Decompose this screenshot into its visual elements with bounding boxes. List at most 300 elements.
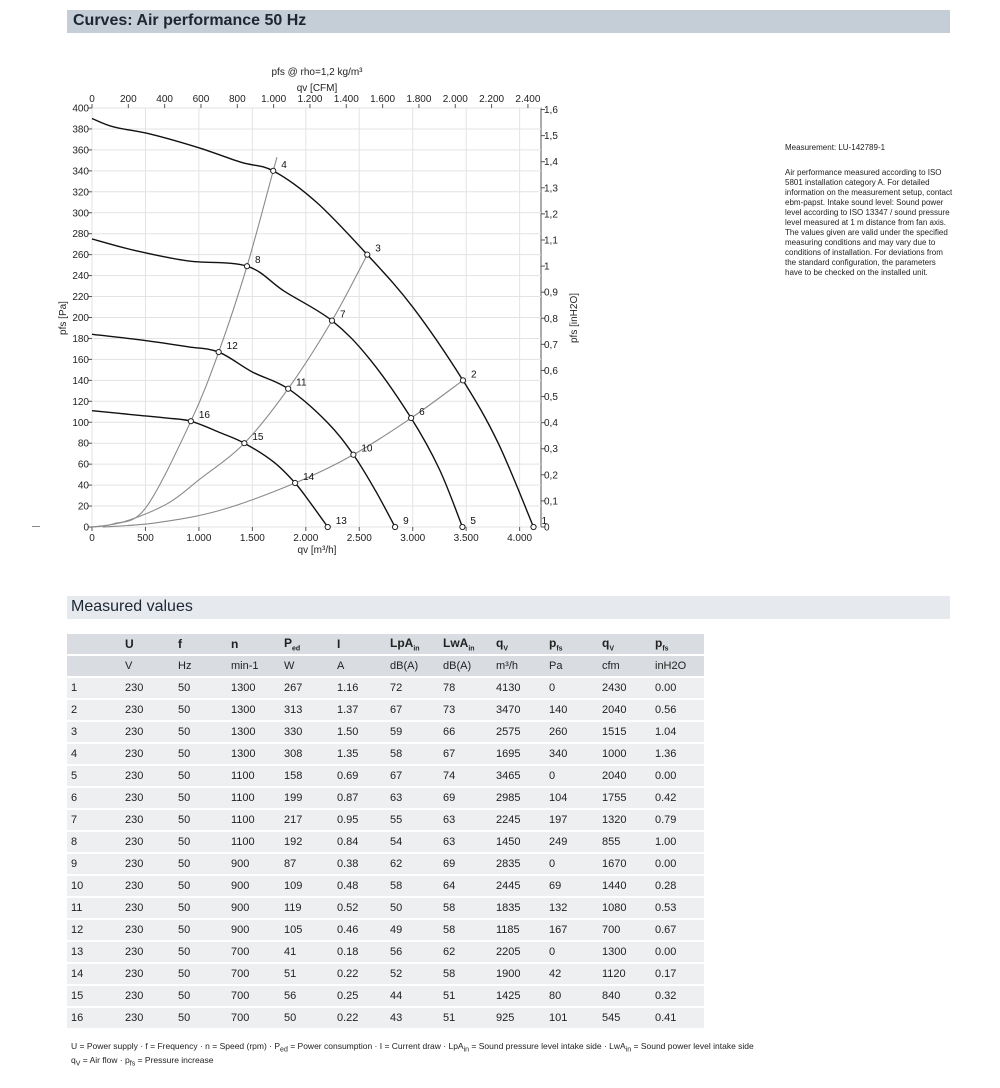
table-cell: 50 xyxy=(174,744,227,764)
table-unit-cell: dB(A) xyxy=(439,656,492,676)
y-tick-label: 120 xyxy=(72,396,89,408)
x-tick-label: 1.500 xyxy=(239,533,265,544)
table-cell: 51 xyxy=(280,964,333,984)
table-cell: 2040 xyxy=(598,766,651,786)
table-row xyxy=(67,832,704,852)
x-tick-label: 2.500 xyxy=(346,533,372,544)
table-cell: 101 xyxy=(545,1008,598,1028)
table-cell: 1100 xyxy=(227,832,280,852)
table-cell: 5 xyxy=(67,766,121,786)
table-cell: 54 xyxy=(386,832,439,852)
table-cell: 14 xyxy=(67,964,121,984)
table-cell: 249 xyxy=(545,832,598,852)
table-cell: 119 xyxy=(280,898,333,918)
table-cell: 9 xyxy=(67,854,121,874)
y2-tick-label: 0,7 xyxy=(544,339,558,351)
table-row xyxy=(67,722,704,742)
table-header-cell: f xyxy=(174,634,227,654)
table-cell: 0.17 xyxy=(651,964,704,984)
table-header-cell: n xyxy=(227,634,280,654)
table-cell: 0.79 xyxy=(651,810,704,830)
header-cell-index xyxy=(67,634,121,654)
table-cell: 1.37 xyxy=(333,700,386,720)
y-tick-label: 300 xyxy=(72,208,89,220)
y-tick-label: 240 xyxy=(72,271,89,283)
x2-tick-label: 1.800 xyxy=(406,94,432,105)
table-cell: 51 xyxy=(439,1008,492,1028)
table-cell: 0.00 xyxy=(651,766,704,786)
table-cell: 192 xyxy=(280,832,333,852)
table-cell: 16 xyxy=(67,1008,121,1028)
x-tick-label: 4.000 xyxy=(507,533,533,544)
operating-point-label: 6 xyxy=(419,407,425,419)
table-cell: 230 xyxy=(121,810,174,830)
table-cell: 1515 xyxy=(598,722,651,742)
table-cell: 900 xyxy=(227,876,280,896)
table-cell: 217 xyxy=(280,810,333,830)
x2-tick-label: 400 xyxy=(156,94,173,105)
table-unit-cell: Pa xyxy=(545,656,598,676)
table-cell: 55 xyxy=(386,810,439,830)
table-row xyxy=(67,678,704,698)
y2-tick-label: 0,3 xyxy=(544,444,558,456)
y-tick-label: 280 xyxy=(72,229,89,241)
table-cell: 199 xyxy=(280,788,333,808)
table-cell: 545 xyxy=(598,1008,651,1028)
table-row xyxy=(67,942,704,962)
table-cell: 230 xyxy=(121,788,174,808)
table-cell: 41 xyxy=(280,942,333,962)
table-header-cell: $p_{fs}$ xyxy=(545,634,598,654)
table-cell: 700 xyxy=(227,1008,280,1028)
table-header-cell: LwA$_{in}$ xyxy=(439,634,492,654)
y2-tick-label: 0,2 xyxy=(544,470,558,482)
table-cell: 15 xyxy=(67,986,121,1006)
table-cell: 0.18 xyxy=(333,942,386,962)
table-cell: 0.00 xyxy=(651,854,704,874)
operating-point-marker xyxy=(351,452,356,457)
y-tick-label: 320 xyxy=(72,187,89,199)
table-cell: 0.42 xyxy=(651,788,704,808)
operating-point-marker xyxy=(365,252,370,257)
table-cell: 50 xyxy=(174,678,227,698)
table-cell: 0.52 xyxy=(333,898,386,918)
table-cell: 0.41 xyxy=(651,1008,704,1028)
table-cell: 50 xyxy=(174,1008,227,1028)
y2-tick-label: 0,5 xyxy=(544,392,558,404)
system-curve-line xyxy=(92,255,367,527)
y2-tick-label: 1,1 xyxy=(544,235,558,247)
table-cell: 56 xyxy=(280,986,333,1006)
operating-point-marker xyxy=(531,524,536,529)
table-cell: 230 xyxy=(121,744,174,764)
operating-point-label: 5 xyxy=(470,516,476,527)
table-cell: 105 xyxy=(280,920,333,940)
table-header-cell: $q_V$ xyxy=(598,634,651,654)
table-cell: 1.00 xyxy=(651,832,704,852)
table-cell: 1300 xyxy=(227,744,280,764)
table-cell: 50 xyxy=(174,832,227,852)
table-cell: 1300 xyxy=(227,678,280,698)
table-cell: 313 xyxy=(280,700,333,720)
y-tick-label: 160 xyxy=(72,354,89,366)
table-row xyxy=(67,898,704,918)
y2-tick-label: 1,3 xyxy=(544,183,558,195)
operating-point-marker xyxy=(271,168,276,173)
table-cell: 230 xyxy=(121,942,174,962)
y-tick-label: 60 xyxy=(77,459,89,471)
table-cell: 50 xyxy=(174,722,227,742)
table-cell: 3470 xyxy=(492,700,545,720)
units-cell-index xyxy=(67,656,121,676)
table-cell: 62 xyxy=(386,854,439,874)
table-cell: 1300 xyxy=(227,700,280,720)
y-tick-label: 40 xyxy=(77,480,89,492)
operating-point-label: 8 xyxy=(255,255,261,267)
table-unit-cell: inH2O xyxy=(651,656,704,676)
x-tick-label: 1.000 xyxy=(186,533,212,544)
table-cell: 1450 xyxy=(492,832,545,852)
table-row xyxy=(67,700,704,720)
table-cell: 0.28 xyxy=(651,876,704,896)
table-header-cell: U xyxy=(121,634,174,654)
table-header-cell: $q_V$ xyxy=(492,634,545,654)
table-cell: 50 xyxy=(174,700,227,720)
table-cell: 230 xyxy=(121,986,174,1006)
operating-point-label: 12 xyxy=(226,341,238,353)
x2-tick-label: 1.400 xyxy=(333,94,359,105)
table-cell: 50 xyxy=(174,964,227,984)
y2-tick-label: 0,4 xyxy=(544,418,558,430)
table-cell: 0.56 xyxy=(651,700,704,720)
table-row xyxy=(67,876,704,896)
measured-section-title: Measured values xyxy=(71,598,193,615)
table-cell: 2245 xyxy=(492,810,545,830)
table-cell: 42 xyxy=(545,964,598,984)
table-cell: 50 xyxy=(280,1008,333,1028)
operating-point-label: 2 xyxy=(470,369,477,381)
table-cell: 59 xyxy=(386,722,439,742)
operating-point-label: 4 xyxy=(281,159,287,171)
table-cell: 104 xyxy=(545,788,598,808)
table-cell: 700 xyxy=(598,920,651,940)
measured-section-header xyxy=(67,596,950,619)
system-curve-line xyxy=(103,377,463,527)
table-cell: 50 xyxy=(174,766,227,786)
table-cell: 11 xyxy=(67,898,121,918)
operating-point-label: 14 xyxy=(303,472,315,484)
table-cell: 158 xyxy=(280,766,333,786)
fan-curve-line xyxy=(92,411,328,527)
table-header-cell: I xyxy=(333,634,386,654)
table-cell: 230 xyxy=(121,964,174,984)
operating-point-marker xyxy=(188,419,193,424)
curves-section-title: Curves: Air performance 50 Hz xyxy=(73,12,307,29)
y-tick-label: 220 xyxy=(72,292,89,304)
table-cell: 1425 xyxy=(492,986,545,1006)
table-cell: 58 xyxy=(386,744,439,764)
table-cell: 1100 xyxy=(227,766,280,786)
table-cell: 230 xyxy=(121,766,174,786)
table-cell: 50 xyxy=(174,854,227,874)
y2-tick-label: 1,2 xyxy=(544,209,558,221)
table-cell: 12 xyxy=(67,920,121,940)
table-cell: 67 xyxy=(439,744,492,764)
table-cell: 260 xyxy=(545,722,598,742)
table-cell: 50 xyxy=(174,986,227,1006)
table-row xyxy=(67,854,704,874)
table-cell: 1755 xyxy=(598,788,651,808)
table-cell: 4 xyxy=(67,744,121,764)
table-cell: 1.16 xyxy=(333,678,386,698)
table-cell: 3465 xyxy=(492,766,545,786)
x2-tick-label: 1.600 xyxy=(370,94,396,105)
measured-values-table xyxy=(67,632,704,1030)
table-row xyxy=(67,964,704,984)
table-cell: 50 xyxy=(174,876,227,896)
table-cell: 925 xyxy=(492,1008,545,1028)
table-cell: 0.25 xyxy=(333,986,386,1006)
table-cell: 56 xyxy=(386,942,439,962)
table-cell: 1120 xyxy=(598,964,651,984)
table-cell: 0 xyxy=(545,942,598,962)
table-cell: 49 xyxy=(386,920,439,940)
table-row xyxy=(67,1008,704,1028)
table-cell: 1835 xyxy=(492,898,545,918)
table-cell: 0 xyxy=(545,854,598,874)
table-cell: 1695 xyxy=(492,744,545,764)
chart-y-label: pfs [Pa] xyxy=(58,301,69,335)
table-cell: 230 xyxy=(121,920,174,940)
x-tick-label: 3.000 xyxy=(400,533,426,544)
y2-tick-label: 1,5 xyxy=(544,131,558,143)
table-cell: 58 xyxy=(439,964,492,984)
table-cell: 1185 xyxy=(492,920,545,940)
y2-tick-label: 1,6 xyxy=(544,105,558,117)
chart-title: pfs @ rho=1,2 kg/m³ xyxy=(271,67,363,78)
table-unit-cell: cfm xyxy=(598,656,651,676)
table-cell: 50 xyxy=(174,942,227,962)
table-cell: 132 xyxy=(545,898,598,918)
table-cell: 230 xyxy=(121,832,174,852)
table-cell: 0 xyxy=(545,766,598,786)
table-cell: 52 xyxy=(386,964,439,984)
table-cell: 230 xyxy=(121,678,174,698)
y-tick-label: 200 xyxy=(72,313,89,324)
table-cell: 1300 xyxy=(598,942,651,962)
operating-point-marker xyxy=(329,318,334,323)
operating-point-marker xyxy=(286,386,291,391)
operating-point-label: 10 xyxy=(361,443,373,455)
table-cell: 330 xyxy=(280,722,333,742)
table-unit-cell: dB(A) xyxy=(386,656,439,676)
table-cell: 50 xyxy=(174,920,227,940)
table-cell: 67 xyxy=(386,700,439,720)
table-cell: 69 xyxy=(439,854,492,874)
table-cell: 64 xyxy=(439,876,492,896)
table-cell: 900 xyxy=(227,854,280,874)
table-row xyxy=(67,810,704,830)
table-cell: 197 xyxy=(545,810,598,830)
operating-point-label: 11 xyxy=(296,377,307,389)
table-row xyxy=(67,920,704,940)
table-cell: 2985 xyxy=(492,788,545,808)
table-cell: 1440 xyxy=(598,876,651,896)
table-unit-cell: min-1 xyxy=(227,656,280,676)
table-cell: 73 xyxy=(439,700,492,720)
table-header-cell: LpA$_{in}$ xyxy=(386,634,439,654)
y2-tick-label: 0 xyxy=(544,522,550,534)
y-tick-label: 20 xyxy=(77,501,89,513)
table-cell: 230 xyxy=(121,854,174,874)
x-tick-label: 3.500 xyxy=(453,533,479,544)
table-cell: 2205 xyxy=(492,942,545,962)
fan-curve-line xyxy=(92,118,534,527)
table-cell: 700 xyxy=(227,964,280,984)
operating-point-label: 13 xyxy=(335,516,347,527)
table-cell: 340 xyxy=(545,744,598,764)
table-cell: 0.84 xyxy=(333,832,386,852)
table-unit-cell: Hz xyxy=(174,656,227,676)
chart-y2-label: pfs [inH2O] xyxy=(569,292,580,344)
table-cell: 1100 xyxy=(227,810,280,830)
table-header-cell: $P_{ed}$ xyxy=(280,634,333,654)
table-row xyxy=(67,766,704,786)
table-cell: 58 xyxy=(439,920,492,940)
y2-tick-label: 0,1 xyxy=(544,496,558,508)
y2-tick-label: 0,8 xyxy=(544,313,558,325)
x2-tick-label: 2.200 xyxy=(479,94,505,105)
table-cell: 2835 xyxy=(492,854,545,874)
table-cell: 1100 xyxy=(227,788,280,808)
table-cell: 74 xyxy=(439,766,492,786)
table-unit-cell: A xyxy=(333,656,386,676)
y-tick-label: 80 xyxy=(77,438,89,450)
table-cell: 0.48 xyxy=(333,876,386,896)
x2-tick-label: 1.000 xyxy=(261,94,287,105)
table-cell: 1670 xyxy=(598,854,651,874)
fan-curve-line xyxy=(92,334,395,527)
table-cell: 0.53 xyxy=(651,898,704,918)
legend-line-1: U = Power supply · f = Frequency · n = Speed $(rpm) \cdot P_{ed}$ = Power consumption · I = Current draw · LpA$_{in}$ = Sound pressure level intake side · LwA$_{in}$ = Sound power level intake side xyxy=(71,1041,754,1054)
table-cell: 44 xyxy=(386,986,439,1006)
x-tick-label: 2.000 xyxy=(293,533,319,544)
x-tick-label: 500 xyxy=(137,533,154,544)
table-cell: 167 xyxy=(545,920,598,940)
table-cell: 4130 xyxy=(492,678,545,698)
table-cell: 63 xyxy=(439,832,492,852)
x2-tick-label: 600 xyxy=(192,94,210,105)
measurement-description: Air performance measured according to ISO 5801 installation category A. For detailed information on the measurement setup, contact ebm-papst. Intake sound level: Sound power level according to ISO 13347 / sound pressure level measured at 1 m distance from fan axis. The values given are valid under the specified measuring conditions and may vary due to conditions of installation. For deviations from the standard configuration, the parameters have to be checked on the installed unit. xyxy=(785,168,953,277)
y-tick-label: 140 xyxy=(72,375,89,387)
x2-tick-label: 800 xyxy=(228,94,246,105)
y2-tick-label: 0,6 xyxy=(544,365,558,377)
table-cell: 51 xyxy=(439,986,492,1006)
operating-point-label: 9 xyxy=(403,516,409,527)
table-cell: 230 xyxy=(121,700,174,720)
table-cell: 308 xyxy=(280,744,333,764)
y-tick-label: 400 xyxy=(72,103,89,115)
table-cell: 109 xyxy=(280,876,333,896)
table-cell: 855 xyxy=(598,832,651,852)
y2-tick-label: 1,4 xyxy=(544,157,558,169)
table-cell: 1000 xyxy=(598,744,651,764)
x2-tick-label: 200 xyxy=(119,94,137,105)
table-cell: 900 xyxy=(227,920,280,940)
operating-point-label: 15 xyxy=(252,432,264,444)
table-cell: 2445 xyxy=(492,876,545,896)
table-cell: 69 xyxy=(545,876,598,896)
table-cell: 2 xyxy=(67,700,121,720)
table-row xyxy=(67,744,704,764)
measurement-id: Measurement: LU-142789-1 xyxy=(785,143,886,152)
table-cell: 0.32 xyxy=(651,986,704,1006)
y-tick-label: 260 xyxy=(72,250,89,262)
y-tick-label: 180 xyxy=(72,333,89,345)
table-cell: 0.69 xyxy=(333,766,386,786)
table-cell: 43 xyxy=(386,1008,439,1028)
operating-point-label: 3 xyxy=(375,243,381,255)
chart-x-label: qv [m³/h] xyxy=(297,545,337,556)
operating-point-label: 1 xyxy=(541,516,548,527)
table-cell: 1.04 xyxy=(651,722,704,742)
table-row xyxy=(67,986,704,1006)
table-cell: 1900 xyxy=(492,964,545,984)
table-cell: 0.46 xyxy=(333,920,386,940)
table-cell: 0.22 xyxy=(333,964,386,984)
table-cell: 700 xyxy=(227,986,280,1006)
x2-tick-label: 2.000 xyxy=(442,94,468,105)
operating-point-label: 7 xyxy=(340,309,346,321)
table-unit-cell: m³/h xyxy=(492,656,545,676)
table-cell: 1 xyxy=(67,678,121,698)
table-cell: 1.35 xyxy=(333,744,386,764)
table-cell: 58 xyxy=(439,898,492,918)
operating-point-marker xyxy=(244,264,249,269)
y2-tick-label: 1 xyxy=(544,261,550,273)
x2-tick-label: 1.200 xyxy=(297,94,323,105)
table-cell: 840 xyxy=(598,986,651,1006)
table-cell: 72 xyxy=(386,678,439,698)
table-row xyxy=(67,788,704,808)
chart-x2-label: qv [CFM] xyxy=(296,83,338,94)
table-cell: 63 xyxy=(386,788,439,808)
y-tick-label: 0 xyxy=(83,522,89,534)
x2-tick-label: 2.400 xyxy=(515,94,541,105)
table-cell: 7 xyxy=(67,810,121,830)
table-cell: 2575 xyxy=(492,722,545,742)
table-cell: 230 xyxy=(121,1008,174,1028)
operating-point-marker xyxy=(392,524,397,529)
table-cell: 58 xyxy=(386,876,439,896)
operating-point-label: 16 xyxy=(198,410,211,422)
table-unit-cell: V xyxy=(121,656,174,676)
table-cell: 2430 xyxy=(598,678,651,698)
table-cell: 2040 xyxy=(598,700,651,720)
table-cell: 0.38 xyxy=(333,854,386,874)
table-cell: 700 xyxy=(227,942,280,962)
table-cell: 50 xyxy=(386,898,439,918)
table-cell: 1.36 xyxy=(651,744,704,764)
table-cell: 13 xyxy=(67,942,121,962)
table-cell: 0.67 xyxy=(651,920,704,940)
table-unit-cell: W xyxy=(280,656,333,676)
x2-tick-label: 0 xyxy=(89,94,95,105)
y-tick-label: 340 xyxy=(72,166,89,178)
operating-point-marker xyxy=(242,441,247,446)
table-cell: 10 xyxy=(67,876,121,896)
table-cell: 63 xyxy=(439,810,492,830)
